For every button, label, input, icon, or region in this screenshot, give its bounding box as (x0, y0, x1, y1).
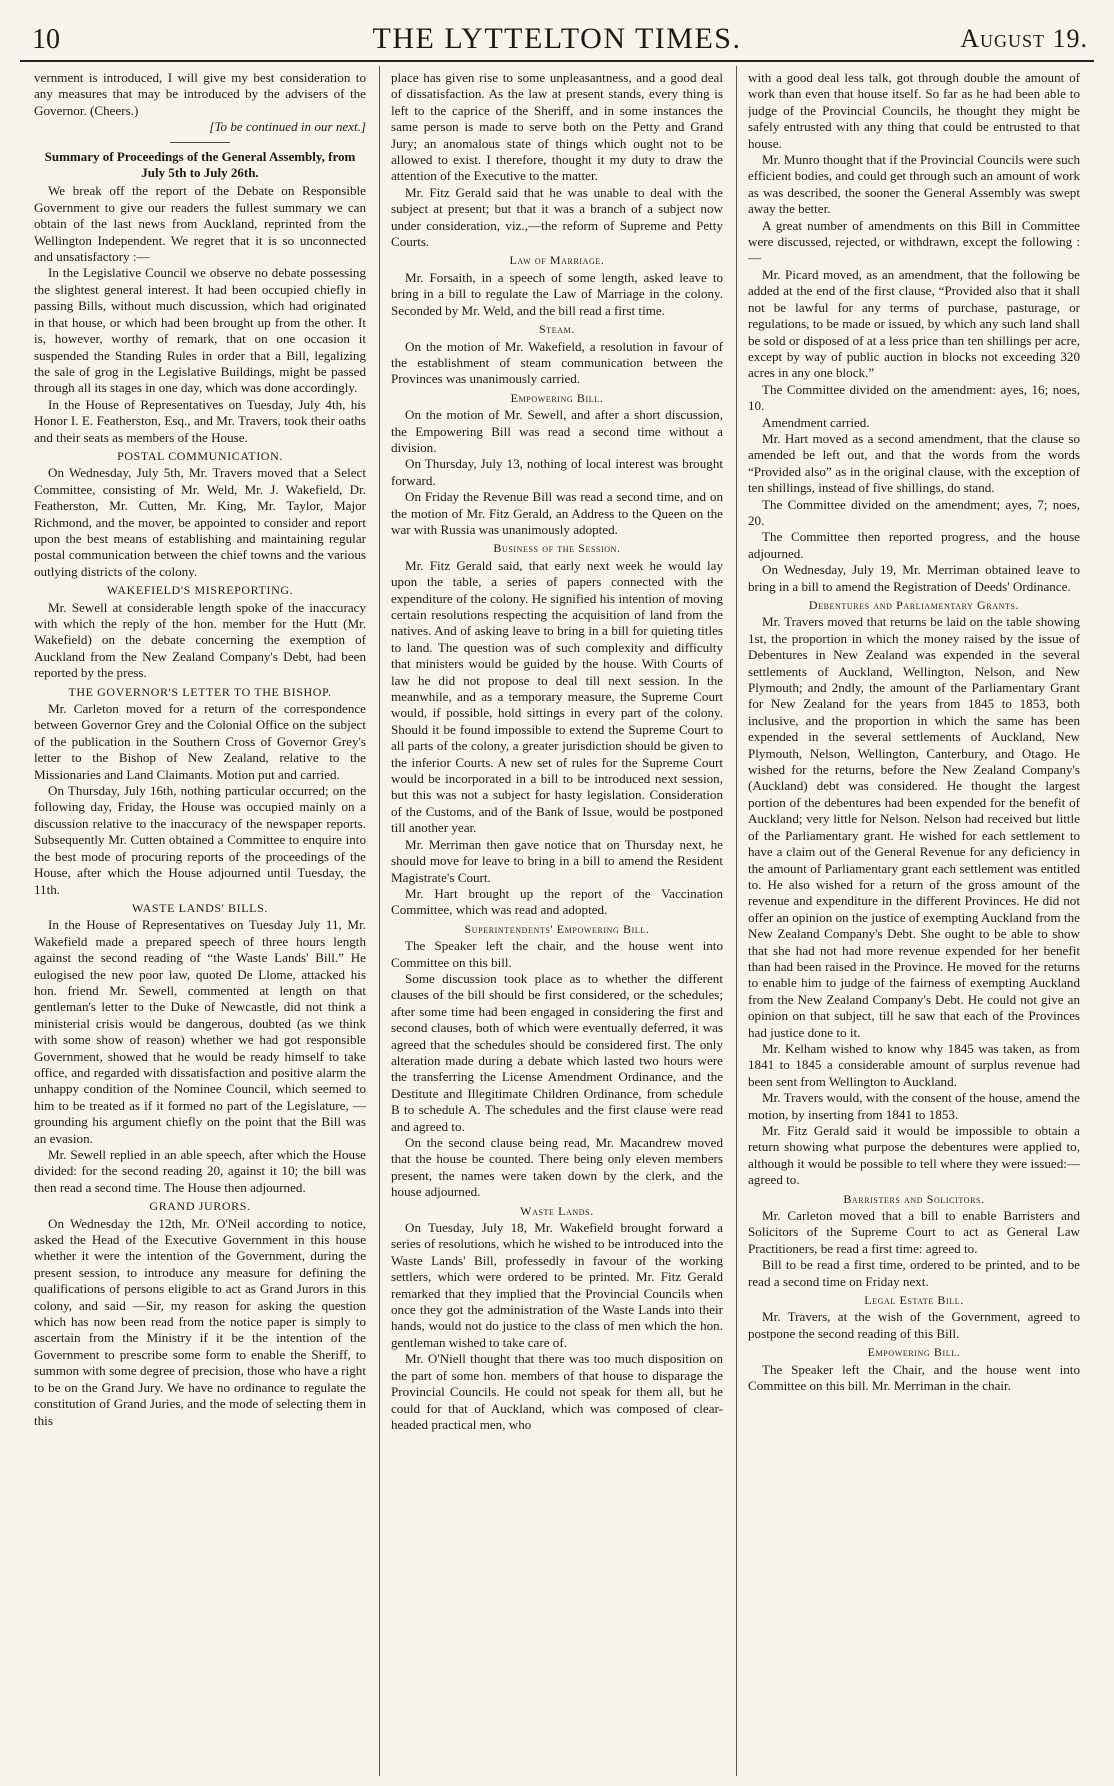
paragraph: Mr. Travers would, with the consent of the house, amend the motion, by inserting from 1841 to 1853. (748, 1090, 1080, 1122)
paragraph: The Committee then reported progress, and the house adjourned. (748, 529, 1080, 561)
paragraph: place has given rise to some unpleasantness, and a good deal of dissatisfaction. As the law at present stands, every thing is left to the caprice of the Sheriff, and in some instances the same person is made to serve both on the Petty and Grand Jury; an anomalous state of things which ought not to be allowed to exist. I therefore, thought it my duty to draw the attention of the Executive to the matter. (391, 70, 723, 184)
paragraph: We break off the report of the Debate on Responsible Government to give our readers the fullest summary we can obtain of the last news from Auckland, reprinted from the Wellington Independent. We regret that it is so unconnected and unsatisfactory :— (34, 183, 366, 265)
paragraph: In the House of Representatives on Tuesday, July 4th, his Honor I. E. Featherston, Esq., and Mr. Travers, took their oaths and their seats as members of the House. (34, 396, 366, 445)
masthead (20, 10, 1094, 60)
paragraph: A great number of amendments on this Bill in Committee were discussed, rejected, or withdrawn, except the following :— (748, 217, 1080, 266)
paragraph: Mr. Sewell at considerable length spoke of the inaccuracy with which the reply of the hon. member for the Hutt (Mr. Wakefield) on the debate concerning the exemption of Auckland from the New Zealand Company's Debt, had been reported by the press. (34, 599, 366, 681)
section-heading: GRAND JURORS. (149, 1199, 251, 1214)
section-heading: Debentures and Parliamentary Grants. (808, 598, 1020, 612)
paragraph: On Wednesday the 12th, Mr. O'Neil according to notice, asked the Head of the Executive Government in this house whether it were the intention of the Government, during the present session, to introduce any measure for defining the qualifications of persons eligible to act as Grand Jurors in this colony, and said —Sir, my reason for asking the question which has now been read from the notice paper is simply to ascertain from the Ministry if it be the intention of the Government to prescribe some form to enable the Sheriff, to summon with some degree of precision, those who have a right to be on the Grand Jury. We have no ordinance to regulate the constitution of Grand Juries, and the mode of selecting them in this (34, 1215, 366, 1428)
paragraph: On the second clause being read, Mr. Macandrew moved that the house be counted. There being only eleven members present, the names were taken down by the clerk, and the house adjourned. (391, 1135, 723, 1200)
paragraph: Mr. Picard moved, as an amendment, that the following be added at the end of the first clause, “Provided also that it shall not be lawful for any terms of purchase, pasturage, or regulations, to be made or issued, by which any such land shall be sold or disposed of at a less price than ten shillings per acre, except by way of public auction in blocks not exceeding 320 acres in any one block.” (748, 266, 1080, 381)
paragraph: On Wednesday, July 5th, Mr. Travers moved that a Select Committee, consisting of Mr. Weld, Mr. J. Wakefield, Dr. Featherston, Mr. Cutten, Mr. King, Mr. Taylor, Major Richmond, and the mover, be appointed to consider and report upon the best means of establishing and maintaining regular postal communication between the chief towns and the various outlying districts of the colony. (34, 465, 366, 579)
paragraph: The Committee divided on the amendment; ayes, 7; noes, 20. (748, 496, 1080, 528)
paragraph: Mr. Forsaith, in a speech of some length, asked leave to bring in a bill to regulate the Law of Marriage in the colony. Seconded by Mr. Weld, and the bill read a first time. (391, 269, 723, 318)
paragraph: The Committee divided on the amendment: ayes, 16; noes, 10. (748, 381, 1080, 414)
paragraph: Mr. Travers, at the wish of the Government, agreed to postpone the second reading of this Bill. (748, 1309, 1080, 1341)
column-divider (736, 66, 737, 1776)
paragraph: On Wednesday, July 19, Mr. Merriman obtained leave to bring in a bill to amend the Registration of Deeds' Ordinance. (748, 562, 1080, 594)
paragraph: Mr. Hart brought up the report of the Vaccination Committee, which was read and adopted. (391, 885, 723, 918)
paragraph: with a good deal less talk, got through double the amount of work than even that house itself. So far as he had been able to judge of the Provincial Councils, he thought they might be safely entrusted with any thing that could be entrusted to that house. (748, 70, 1080, 151)
paragraph: On Tuesday, July 18, Mr. Wakefield brought forward a series of resolutions, which he wished to be introduced into the Waste Lands' Bill, professedly in favour of the working settlers, which were ordered to be printed. Mr. Fitz Gerald remarked that they implied that the Provincial Councils when once they got the administration of the Waste Lands into their hands, would not do justice to the class of men which the hon. gentleman wished to take care of. (391, 1220, 723, 1350)
paragraph: Mr. Merriman then gave notice that on Thursday next, he should move for leave to bring in a bill to amend the Resident Magistrate's Court. (391, 836, 723, 885)
paragraph: Amendment carried. (762, 414, 870, 430)
paragraph: On the motion of Mr. Sewell, and after a short discussion, the Empowering Bill was read a second time without a division. (391, 407, 723, 455)
paragraph: Bill to be read a first time, ordered to be printed, and to be read a second time on Friday next. (748, 1257, 1080, 1289)
paragraph: The Speaker left the Chair, and the house went into Committee on this bill. Mr. Merriman in the chair. (748, 1361, 1080, 1394)
paragraph: Mr. Fitz Gerald said it would be impossible to obtain a return showing what purpose the debentures were applied to, although it would be possible to tell where they were issued:— agreed to. (748, 1123, 1080, 1188)
section-heading: Waste Lands. (520, 1203, 594, 1218)
paragraph: Some discussion took place as to whether the different clauses of the bill should be first considered, or the schedules; after some time had been engaged in considering the first and second clauses, both of which were eventually deferred, it was agreed that the schedules should be considered first. The only alteration made during a debate which lasted two hours were the transferring the License Amendment Ordinance, and the Destitute and Illegitimate Children Ordinance, from schedule B to schedule A. The schedules and the first clause were read and agreed to. (391, 970, 723, 1134)
paragraph: Mr. Kelham wished to know why 1845 was taken, as from 1841 to 1845 a considerable amount of surplus revenue had been sent from Wellington to Auckland. (748, 1040, 1080, 1089)
paragraph: Mr. Carleton moved for a return of the correspondence between Governor Grey and the Colonial Office on the subject of the publication in the Southern Cross of Governor Grey's letter to the Bishop of New Zealand, relative to the Missionaries and Land Claimants. Motion put and carried. (34, 701, 366, 782)
newspaper-title: THE LYTTELTON TIMES. (372, 22, 742, 55)
paragraph: In the Legislative Council we observe no debate possessing the slightest general interest. It had been occupied chiefly in passing Bills, without much discussion, which had originated in that house, or which had been brought up from the other. It is, however, worthy of remark, that on one occasion it suspended the Standing Rules in order that a Bill, legalizing the sale of grog in the Legislative Buildings, might be passed through all its stages in one day, which was done accordingly. (34, 265, 366, 396)
section-heading: Law of Marriage. (509, 253, 605, 268)
paragraph: Mr. Carleton moved that a bill to enable Barristers and Solicitors of the Supreme Court to act as General Law Practitioners, be read a first time: agreed to. (748, 1208, 1080, 1256)
section-heading: Legal Estate Bill. (864, 1293, 964, 1308)
page-number: 10 (32, 24, 60, 55)
article-heading: Summary of Proceedings of the General Assembly, from July 5th to July 26th. (44, 148, 356, 181)
paragraph: Mr. Hart moved as a second amendment, that the clause so amended be left out, and that the words from the words “Provided also” as in the original clause, with the exception of ten shillings, instead of five shillings, do stand. (748, 430, 1080, 496)
continued-note: [To be continued in our next.] (209, 119, 366, 135)
masthead-rule (20, 60, 1094, 62)
paragraph: Mr. Munro thought that if the Provincial Councils were such efficient bodies, and could get through such an amount of work as was described, the sooner the General Assembly was swept away the better. (748, 152, 1080, 217)
section-heading: Steam. (539, 322, 575, 337)
paragraph: Mr. Fitz Gerald said that he was unable to deal with the subject at present; but that it was a branch of a subject now under consideration, viz.,—the reform of Supreme and Petty Courts. (391, 184, 723, 250)
section-heading: POSTAL COMMUNICATION. (117, 448, 283, 463)
paragraph: Mr. Fitz Gerald said, that early next week he would lay upon the table, a series of papers connected with the expenditure of the colony. He signified his intention of moving certain resolutions respecting the acquisition of land from the natives. And of asking leave to bring in a bill for quieting titles to land. The question was of such complexity and difficulty that ministers would be guided by the house. With Courts of law he did not propose to deal till next session. In the meanwhile, and as a temporary measure, the Supreme Court would, if possible, hold sittings in every part of the colony. Should it be found impossible to extend the Supreme Court to all parts of the colony, a greater jurisdiction should be given to the inferior Courts. A new set of rules for the Supreme Court would be incorporated in a bill to be introduced next session, but this was not a subject for hasty legislation. Consideration of the Customs, and of the Bank of Issue, would be postponed till another year. (391, 557, 723, 836)
column-3 (748, 70, 1080, 1770)
section-heading: Empowering Bill. (867, 1345, 961, 1360)
paragraph: vernment is introduced, I will give my best consideration to any measures that may be introduced by the advisers of the Governor. (Cheers.) (34, 70, 366, 118)
section-heading: WASTE LANDS' BILLS. (132, 900, 268, 915)
paragraph: On the motion of Mr. Wakefield, a resolution in favour of the establishment of steam communication between the Provinces was unanimously carried. (391, 338, 723, 387)
paragraph: On Thursday, July 16th, nothing particular occurred; on the following day, Friday, the House was occupied mainly on a discussion relative to the inaccuracy of the newspaper reports. Subsequently Mr. Cutten obtained a Committee to enquire into the best mode of procuring reports of the proceedings of the House, after which the House adjourned until Tuesday, the 11th. (34, 783, 366, 897)
column-1 (34, 70, 366, 1770)
section-heading: Barristers and Solicitors. (843, 1191, 985, 1206)
section-heading: Empowering Bill. (510, 390, 604, 405)
paragraph: On Friday the Revenue Bill was read a second time, and on the motion of Mr. Fitz Gerald, an Address to the Queen on the war with Russia was unanimously adopted. (391, 489, 723, 537)
section-heading: Business of the Session. (493, 541, 621, 556)
paragraph: In the House of Representatives on Tuesday July 11, Mr. Wakefield made a prepared speech of three hours length against the second reading of “the Waste Lands' Bill.” He eulogised the new poor law, quoted De Llome, attacked his hon. friend Mr. Sewell, commented at length on that gentleman's letter to the Duke of Newcastle, did not think a ministerial crisis would be dangerous, doubted (as we think with some show of reason) whether we had got responsible Government, showed that he would be ready himself to take office, and regarded with dissatisfaction and positive alarm the unhappy condition of the Nominee Council, which seemed to him to be treated as if it formed no part of the Legislature, — grounding his argument chiefly on the point that the Bill was an evasion. (34, 917, 366, 1146)
section-heading: WAKEFIELD'S MISREPORTING. (106, 583, 294, 598)
section-heading: Superintendents' Empowering Bill. (464, 921, 650, 936)
paragraph: Mr. Travers moved that returns be laid on the table showing 1st, the proportion in which the money raised by the issue of Debentures in New Zealand was expended in the several settlements of Auckland, Wellington, Nelson, and New Plymouth; and 2ndly, the amount of the Parliamentary Grant for New Zealand for the years from 1845 to 1853, both inclusive, and the proportion in which the same has been expended in the several settlements of Auckland, New Plymouth, Nelson, Wellington, Canterbury, and Otago. He wished for the returns, before the New Zealand Company's (Auckland) debt was considered. He thought the largest portion of the debentures had been expended for the benefit of Auckland; very little for Nelson. Nelson had received but little of the Parliamentary grant. He wished for each settlement to have a claim out of the General Revenue for any deficiency in the amount of Parliamentary grant each settlement was entitled to. He also wished for a return of the gross amount of the revenue and expenditure in the different Provinces. He did not offer an opinion on the justice of exempting Auckland from the New Zealand Company's Debt. She ought to be able to show that she had not had more revenue expended for her benefit than had been raised in the Province. He moved for the returns to enable him to judge of the fairness of exempting Auckland from the New Zealand Company's Debt. He could not give an opinion on that subject, till he saw that each of the Provinces had justice done to it. (748, 614, 1080, 1040)
column-2 (391, 70, 723, 1770)
divider (170, 142, 230, 143)
paragraph: Mr. O'Niell thought that there was too much disposition on the part of some hon. members of that house to disparage the Provincial Councils. He could not speak for them all, but he could for that of Auckland, which was composed of clear-headed practical men, who (391, 1351, 723, 1432)
paragraph: Mr. Sewell replied in an able speech, after which the House divided: for the second reading 20, against it 10; the bill was then read a second time. The House then adjourned. (34, 1147, 366, 1195)
column-divider (379, 66, 380, 1776)
section-heading: THE GOVERNOR'S LETTER TO THE BISHOP. (68, 684, 332, 699)
issue-date: August 19. (960, 24, 1088, 53)
paragraph: On Thursday, July 13, nothing of local interest was brought forward. (391, 456, 723, 488)
paragraph: The Speaker left the chair, and the house went into Committee on this bill. (391, 938, 723, 970)
